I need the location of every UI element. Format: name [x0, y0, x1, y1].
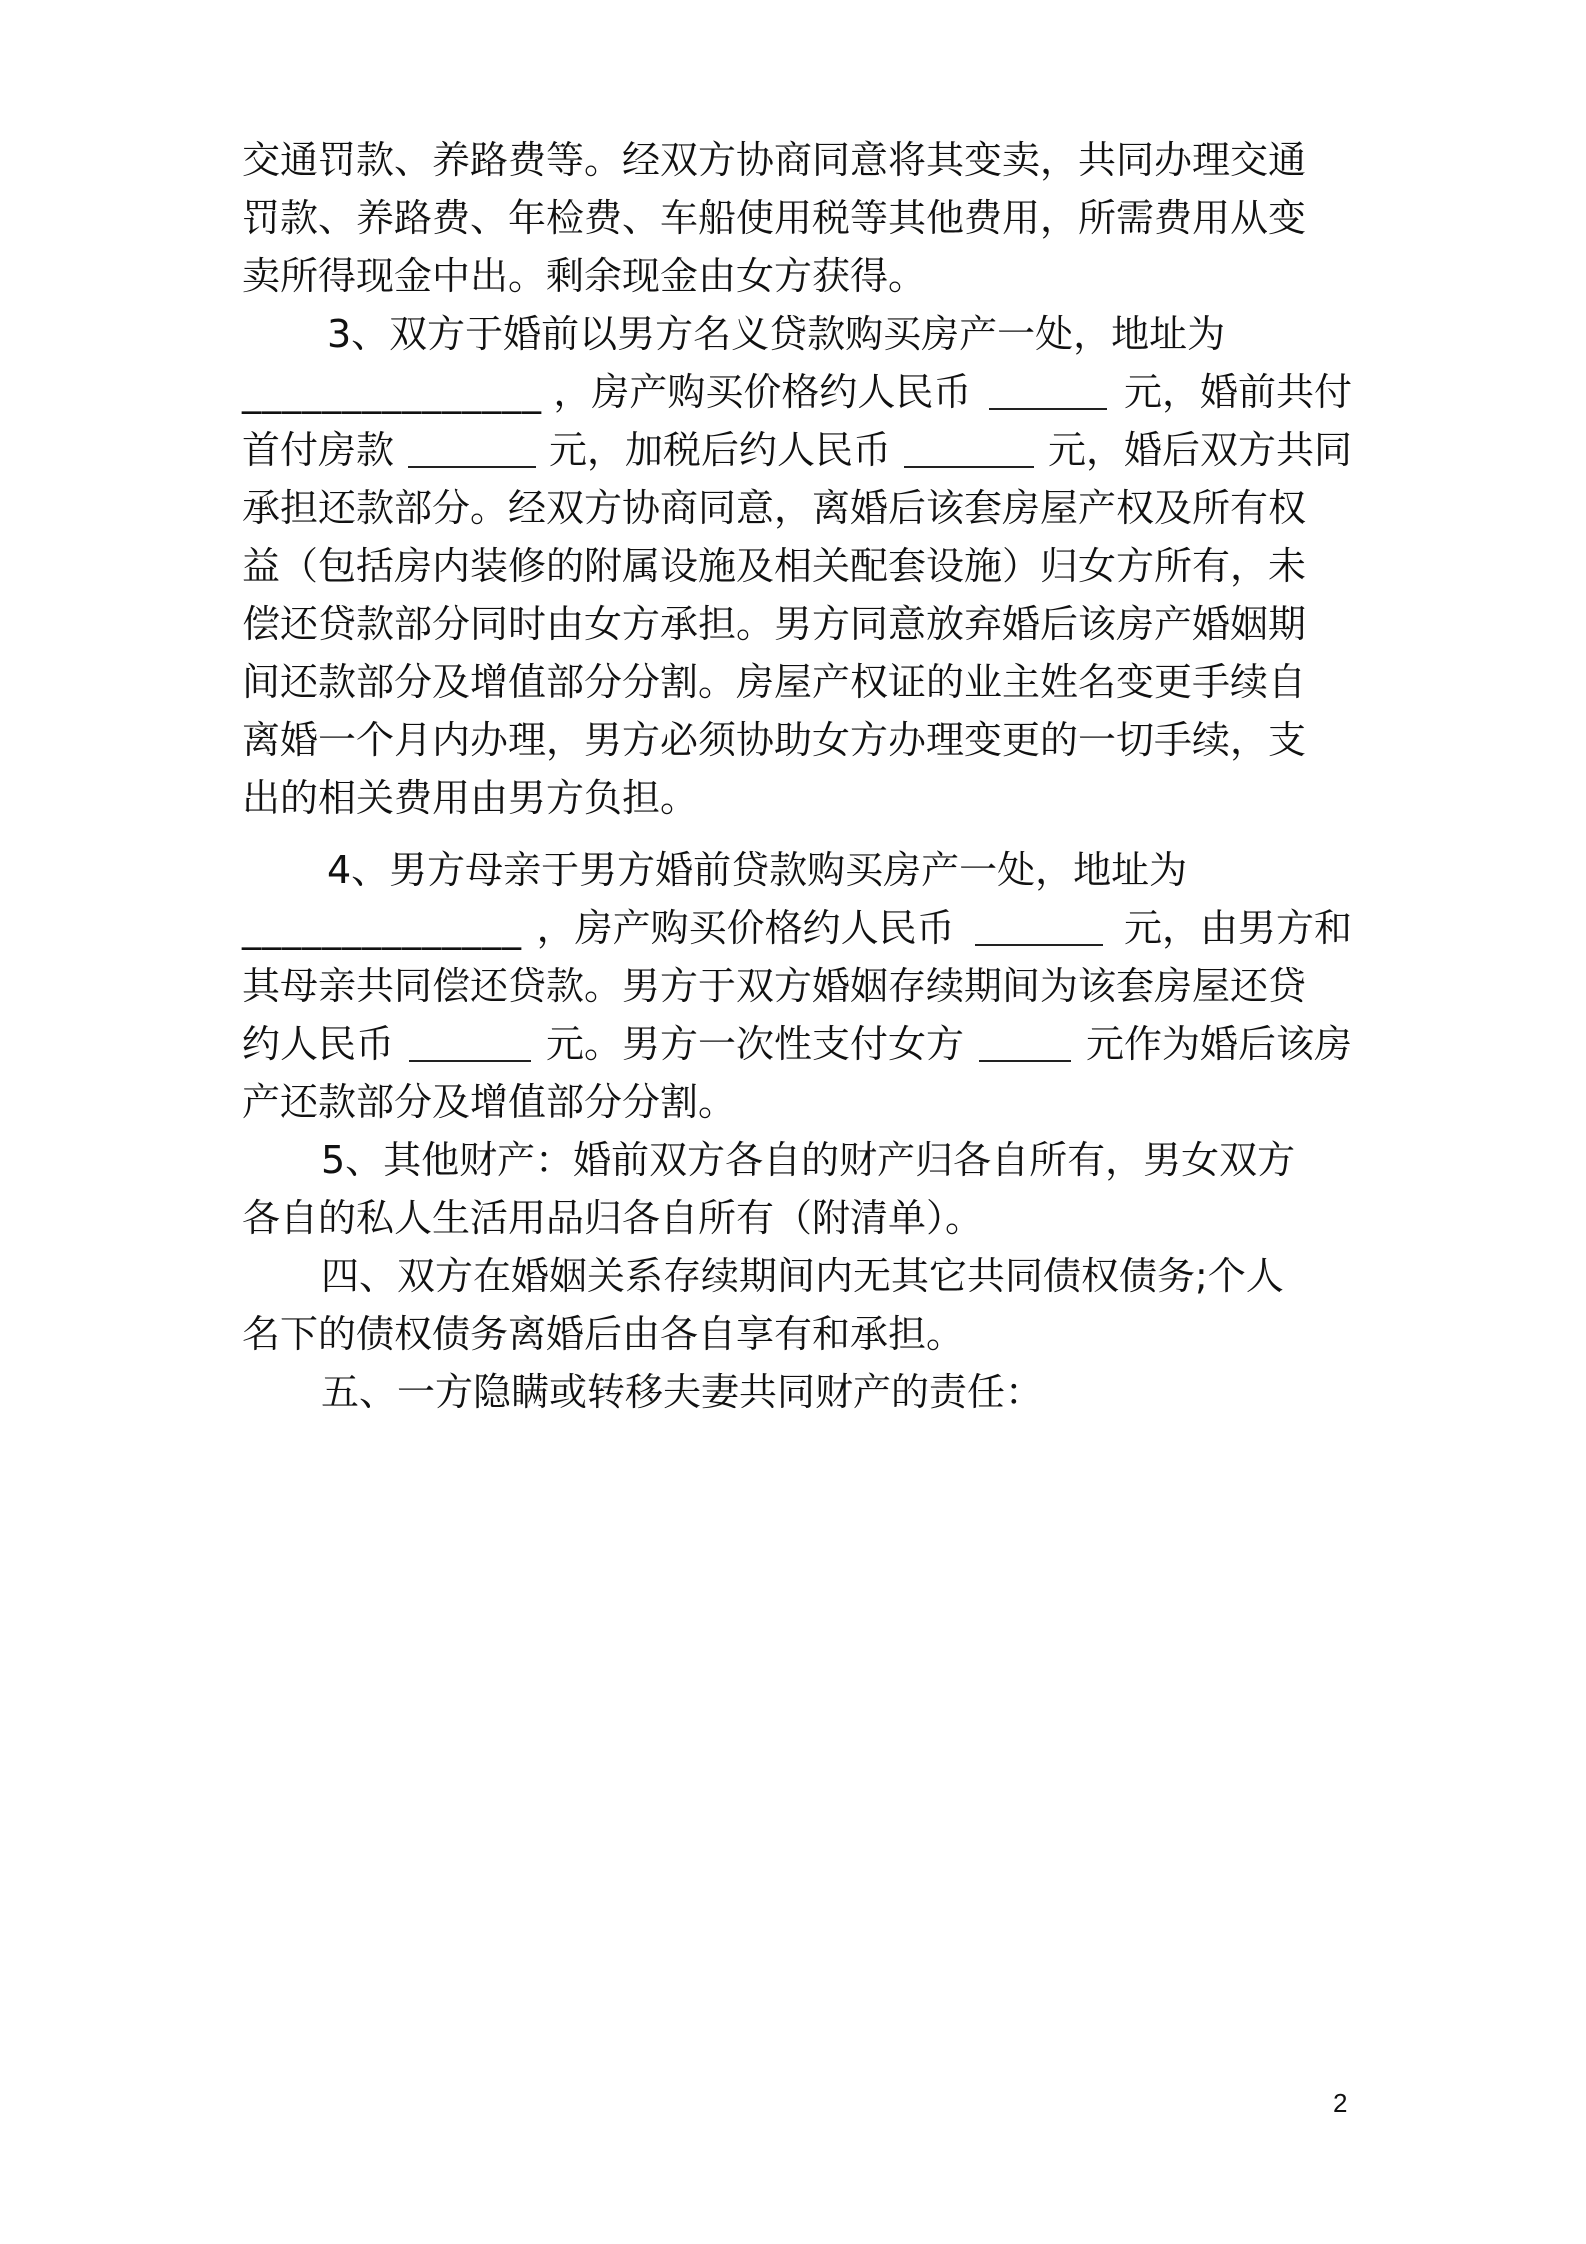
- text-line: [242, 536, 1352, 596]
- text-segment: 承担还款部分。经双方协商同意，离婚后该套房屋产权及所有权: [242, 486, 1307, 530]
- text-segment: 各自的私人生活用品归各自所有（附清单）。: [242, 1196, 984, 1240]
- text-segment: 四、双方在婚姻关系存续期间内无其它共同债权债务;个人: [321, 1254, 1284, 1298]
- text-segment: 元。男方一次性支付女方: [545, 1022, 964, 1066]
- text-line: [242, 362, 1352, 422]
- text-segment: 3、双方于婚前以男方名义贷款购买房产一处，地址为: [327, 312, 1226, 356]
- amount-blank: [409, 1026, 531, 1062]
- text-line: [242, 478, 1352, 538]
- text-segment: 罚款、养路费、年检费、车船使用税等其他费用，所需费用从变: [242, 196, 1307, 240]
- paragraph-4-start: [327, 840, 1352, 900]
- text-segment: 其母亲共同偿还贷款。男方于双方婚姻存续期间为该套房屋还贷: [242, 964, 1307, 1008]
- text-line: [242, 246, 1352, 306]
- text-segment: 4、男方母亲于男方婚前贷款购买房产一处，地址为: [327, 848, 1188, 892]
- text-segment: 元，婚后双方共同: [1047, 428, 1352, 472]
- text-segment: 元，加税后约人民币: [548, 428, 891, 472]
- text-segment: ，房产购买价格约人民币: [553, 370, 972, 414]
- amount-blank: [989, 374, 1107, 410]
- text-segment: 益（包括房内装修的附属设施及相关配套设施）归女方所有，未: [242, 544, 1307, 588]
- text-segment: 间还款部分及增值部分分割。房屋产权证的业主姓名变更手续自: [242, 660, 1307, 704]
- text-line: [242, 710, 1352, 770]
- text-line: [242, 898, 1352, 958]
- text-line: [242, 1188, 1352, 1248]
- text-line: [242, 130, 1352, 190]
- text-segment: ，房产购买价格约人民币: [536, 906, 955, 950]
- text-segment: 约人民币: [242, 1022, 395, 1066]
- text-line: [242, 420, 1352, 480]
- paragraph-3-start: [327, 304, 1352, 364]
- text-line: [242, 1014, 1352, 1074]
- text-segment: 元作为婚后该房: [1085, 1022, 1352, 1066]
- text-segment: 离婚一个月内办理，男方必须协助女方办理变更的一切手续，支: [242, 718, 1307, 762]
- section-4-start: [321, 1246, 1352, 1306]
- text-line: [242, 1072, 1352, 1132]
- text-segment: 元，由男方和: [1123, 906, 1352, 950]
- text-line: [242, 1304, 1352, 1364]
- amount-blank: [979, 1026, 1071, 1062]
- text-line: [242, 594, 1352, 654]
- page-number: 2: [1333, 2088, 1348, 2118]
- text-segment: 卖所得现金中出。剩余现金由女方获得。: [242, 254, 927, 298]
- text-line: [242, 768, 1352, 828]
- text-line: [242, 652, 1352, 712]
- address-blank: ______________: [242, 906, 522, 950]
- text-segment: 五、一方隐瞒或转移夫妻共同财产的责任：: [321, 1370, 1044, 1414]
- section-5-heading: [321, 1362, 1352, 1422]
- text-segment: 产还款部分及增值部分分割。: [242, 1080, 737, 1124]
- text-segment: 出的相关费用由男方负担。: [242, 776, 699, 820]
- text-segment: 元，婚前共付: [1123, 370, 1352, 414]
- amount-blank: [975, 910, 1103, 946]
- text-segment: 首付房款: [242, 428, 395, 472]
- text-segment: 偿还贷款部分同时由女方承担。男方同意放弃婚后该房产婚姻期: [242, 602, 1307, 646]
- text-segment: 名下的债权债务离婚后由各自享有和承担。: [242, 1312, 965, 1356]
- text-segment: 5、其他财产：婚前双方各自的财产归各自所有，男女双方: [321, 1138, 1296, 1182]
- amount-blank: [904, 432, 1034, 468]
- amount-blank: [408, 432, 536, 468]
- address-blank: _______________: [242, 370, 542, 414]
- text-line: [242, 188, 1352, 248]
- text-segment: 交通罚款、养路费等。经双方协商同意将其变卖，共同办理交通: [242, 138, 1307, 182]
- text-line: [242, 956, 1352, 1016]
- paragraph-5-start: [321, 1130, 1352, 1190]
